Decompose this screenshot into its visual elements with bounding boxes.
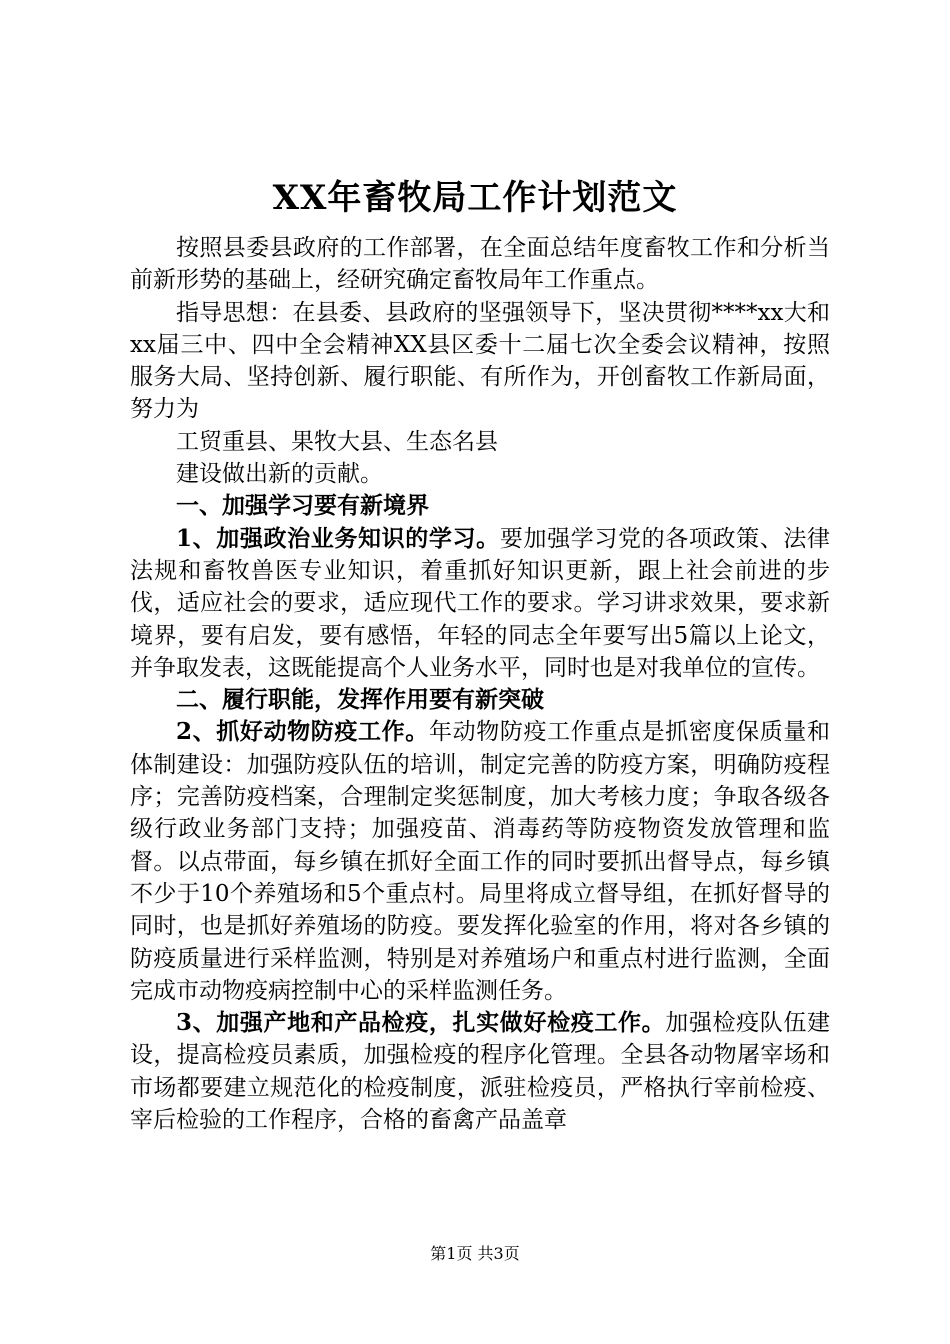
paragraph-quarantine-lead: 3、加强产地和产品检疫，扎实做好检疫工作。 xyxy=(176,1009,666,1037)
paragraph-quarantine xyxy=(130,1007,830,1136)
paragraph-guiding-thought: 指导思想：在县委、县政府的坚强领导下，坚决贯彻****xx大和xx届三中、四中全会精神XX县区委十二届七次全委会议精神，按照服务大局、坚持创新、履行职能、有所作为，开创畜牧工作新局面，努力为 xyxy=(130,299,830,423)
paragraph-epidemic-prevention-text: 年动物防疫工作重点是抓密度保质量和体制建设：加强防疫队伍的培训，制定完善的防疫方案，明确防疫程序；完善防疫档案，合理制定奖惩制度，加大考核力度；争取各级各级行政业务部门支持；加强疫苗、消毒药等防疫物资发放管理和监督。以点带面，每乡镇在抓好全面工作的同时要抓出督导点，每乡镇不少于10个养殖场和5个重点村。局里将成立督导组，在抓好督导的同时，也是抓好养殖场的防疫。要发挥化验室的作用，将对各乡镇的防疫质量进行采样监测，特别是对养殖场户和重点村进行监测，全面完成市动物疫病控制中心的采样监测任务。 xyxy=(130,719,831,1004)
paragraph-epidemic-prevention xyxy=(130,716,830,1007)
section-heading-2: 二、履行职能，发挥作用要有新突破 xyxy=(176,686,544,714)
document-title: XX年畜牧局工作计划范文 xyxy=(272,178,678,218)
paragraph-epidemic-prevention-lead: 2、抓好动物防疫工作。 xyxy=(176,718,429,746)
paragraph-intro: 按照县委县政府的工作部署，在全面总结年度畜牧工作和分析当前新形势的基础上，经研究确定畜牧局年工作重点。 xyxy=(130,235,830,294)
paragraph-study-lead: 1、加强政治业务知识的学习。 xyxy=(176,524,500,552)
paragraph-contribution: 建设做出新的贡献。 xyxy=(176,461,383,488)
document-body xyxy=(130,232,830,1136)
paragraph-quarantine-text: 加强检疫队伍建设，提高检疫员素质，加强检疫的程序化管理。全县各动物屠宰场和市场都要建立规范化的检疫制度，派驻检疫员，严格执行宰前检疫、宰后检验的工作程序，合格的畜禽产品盖章 xyxy=(130,1010,830,1134)
page-number-footer: 第1页 共3页 xyxy=(430,1244,520,1263)
section-heading-1: 一、加强学习要有新境界 xyxy=(176,492,429,520)
paragraph-county-goals: 工贸重县、果牧大县、生态名县 xyxy=(176,428,498,455)
paragraph-study xyxy=(130,523,830,684)
paragraph-study-text: 要加强学习党的各项政策、法律法规和畜牧兽医专业知识，着重抓好知识更新，跟上社会前进的步伐，适应社会的要求，适应现代工作的要求。学习讲求效果，要求新境界，要有启发，要有感悟，年轻的同志全年要写出5篇以上论文，并争取发表，这既能提高个人业务水平，同时也是对我单位的宣传。 xyxy=(130,525,830,681)
